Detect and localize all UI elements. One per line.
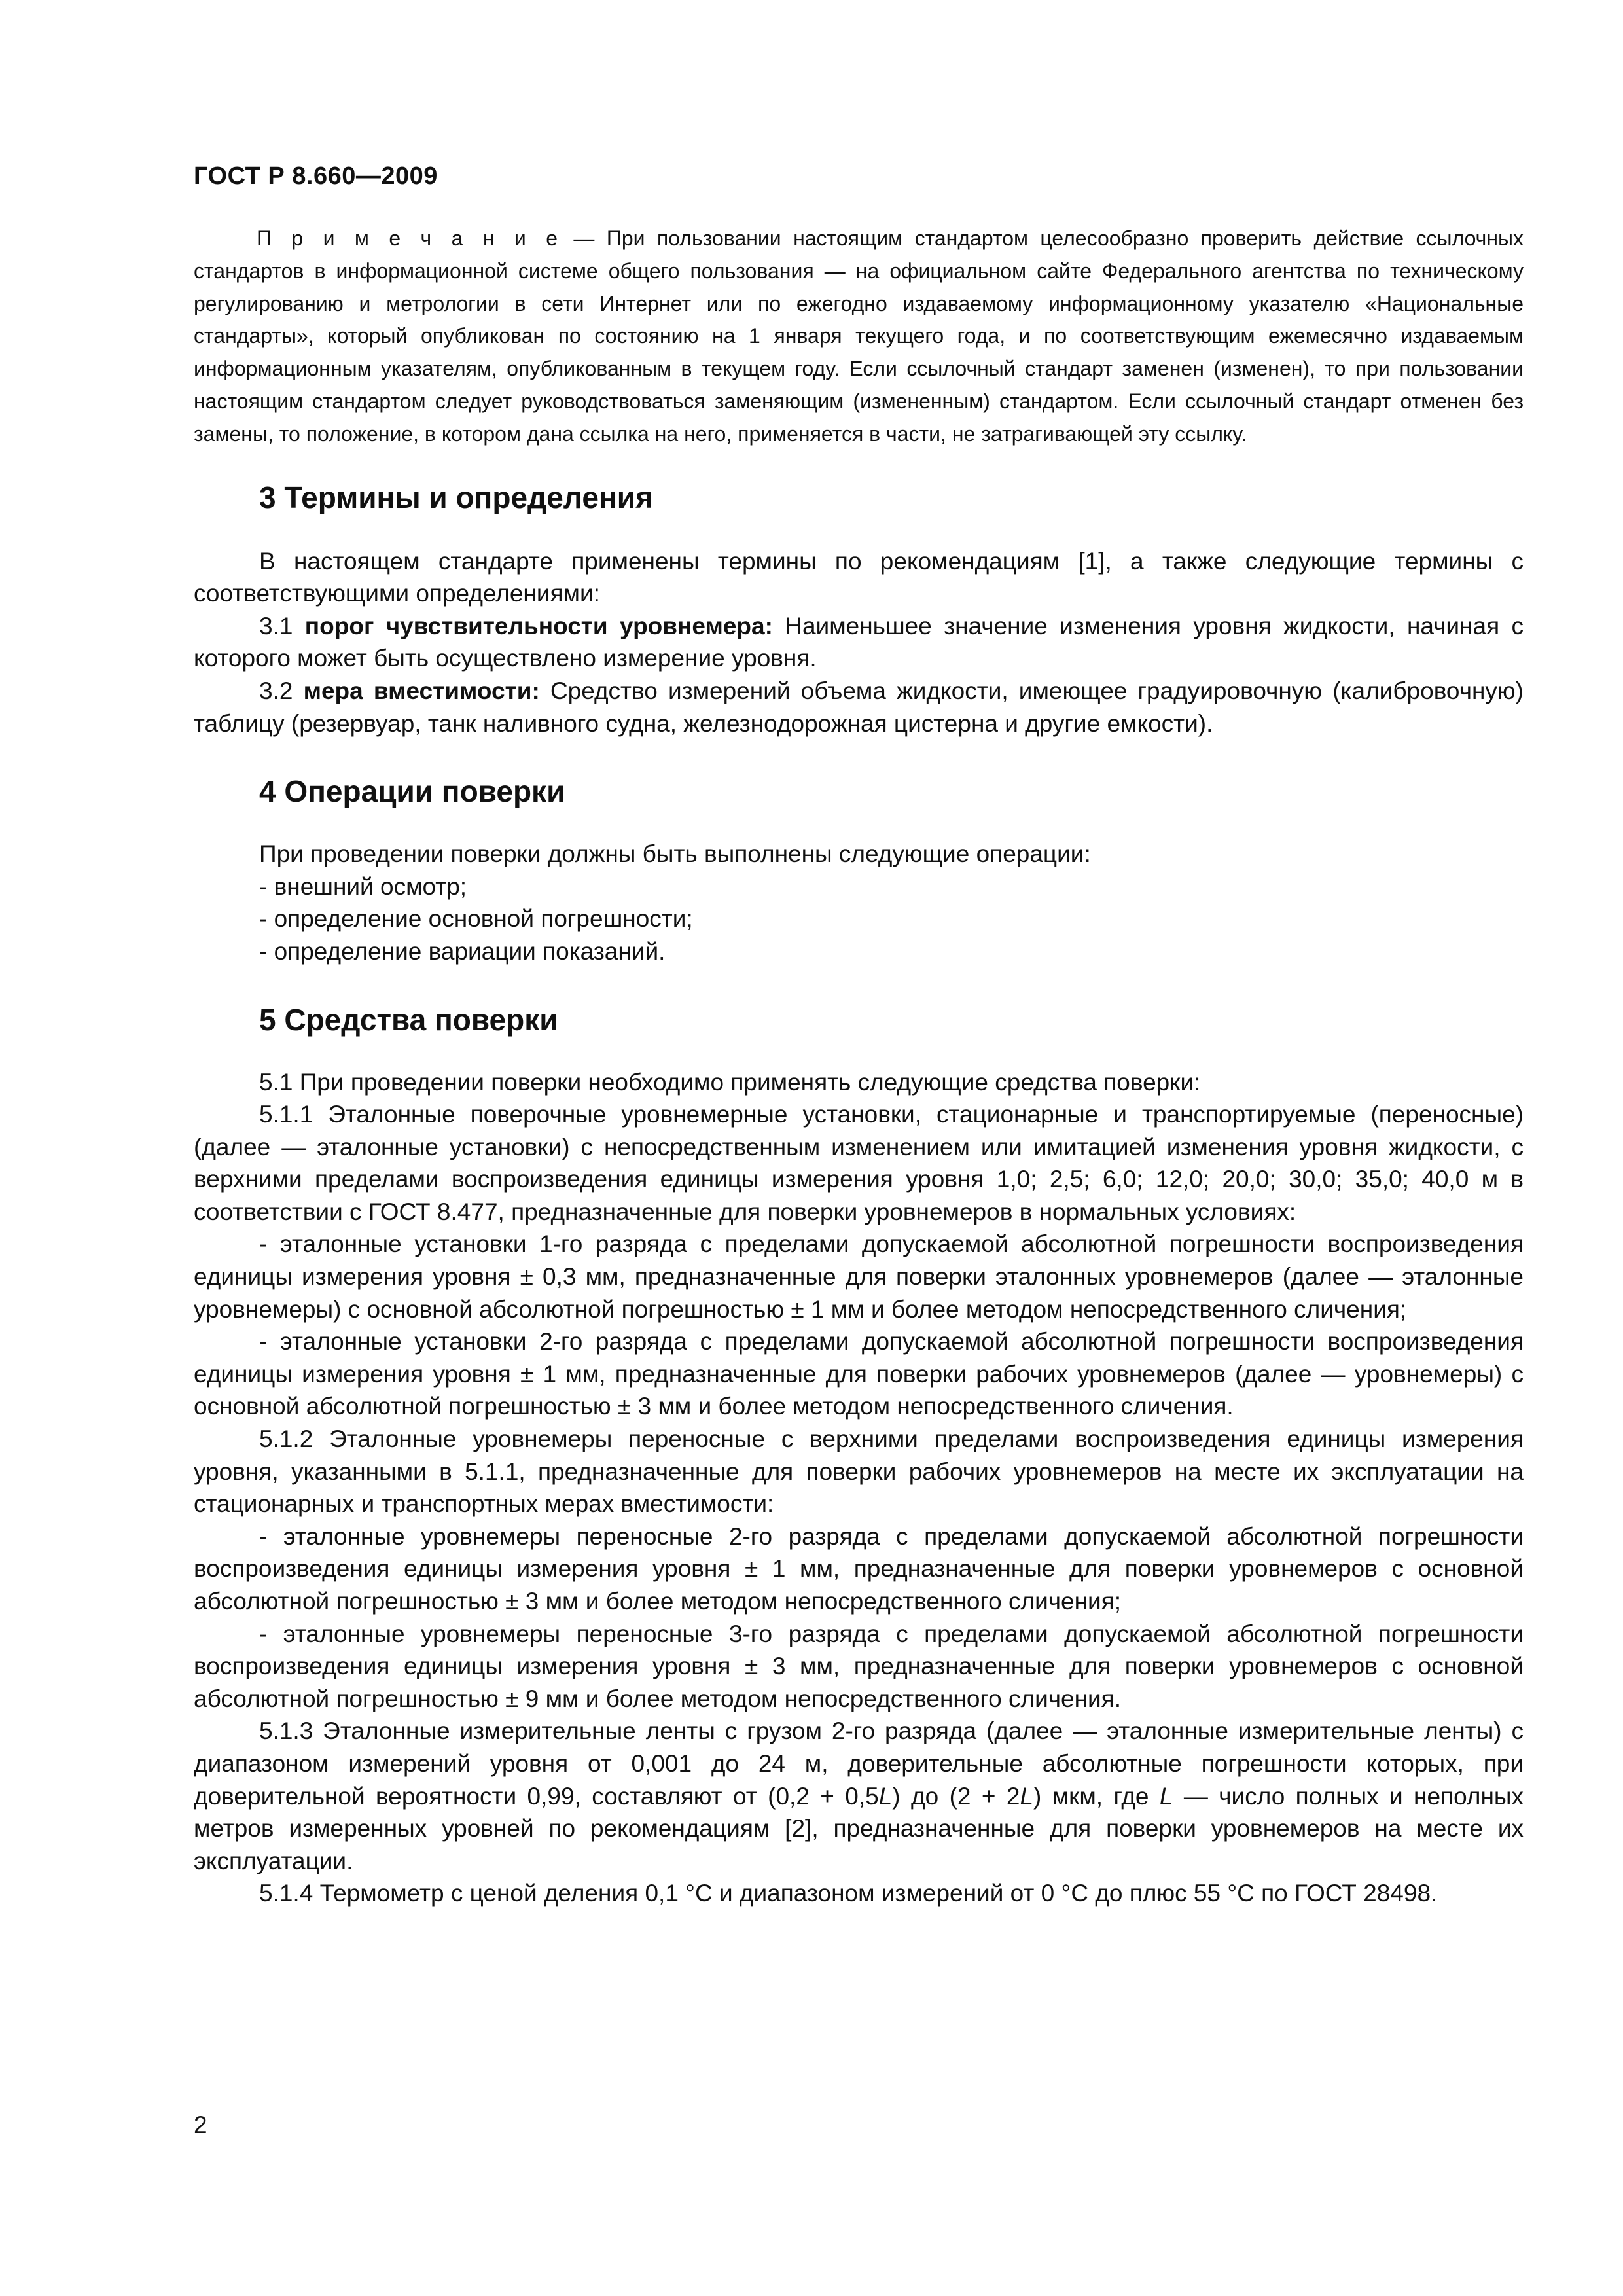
term-3-1 xyxy=(194,610,1524,675)
paragraph-5-1-1: 5.1.1 Эталонные поверочные уровнемерные установки, стационарные и транспортируемые (переносные) (далее — эталонные установки) с непосредственным изменением или имитацией изменения уровня жидкости, с верхними пределами воспроизведения единицы измерения уровня 1,0; 2,5; 6,0; 12,0; 20,0; 30,0; 35,0; 40,0 м в соответствии с ГОСТ 8.477, предназначенные для поверки уровнемеров в нормальных условиях: xyxy=(194,1101,1524,1225)
list-item: - эталонные уровнемеры переносные 3-го разряда с пределами допускаемой абсолютной погрешности воспроизведения единицы измерения уровня ± 3 мм, предназначенные для поверки уровнемеров с основной абсолютной погрешностью ± 9 мм и более методом непосредственного сличения. xyxy=(194,1620,1524,1712)
document-header: ГОСТ Р 8.660—2009 xyxy=(194,162,438,190)
section-4-title: 4 Операции поверки xyxy=(259,774,565,809)
page-number: 2 xyxy=(194,2111,207,2138)
list-item: - эталонные установки 2-го разряда с пределами допускаемой абсолютной погрешности воспроизведения единицы измерения уровня ± 1 мм, предназначенные для поверки рабочих уровнемеров (далее — уровнемеры) с основной абсолютной погрешностью ± 3 мм и более методом непосредственного сличения. xyxy=(194,1328,1524,1420)
section-3-intro: В настоящем стандарте применены термины по рекомендациям [1], а также следующие термины с соответствующими определениями: xyxy=(194,547,1524,607)
paragraph-5-1: 5.1 При проведении поверки необходимо применять следующие средства поверки: xyxy=(259,1068,1201,1096)
term-3-1-definition: Наименьшее значение изменения уровня жидкости, начиная с которого может быть осуществлено измерение уровня. xyxy=(194,612,1524,672)
note-text: — При пользовании настоящим стандартом целесообразно проверить действие ссылочных стандартов в информационной системе общего пользования — на официальном сайте Федерального агентства по техническому регулированию и метрологии в сети Интернет или по ежегодно издаваемому информационному указателю «Национальные стандарты», который опубликован по состоянию на 1 января текущего года, и по соответствующим ежемесячно издаваемым информационным указателям, опубликованным в текущем году. Если ссылочный стандарт заменен (изменен), то при пользовании настоящим стандартом следует руководствоваться заменяющим (измененным) стандартом. Если ссылочный стандарт отменен без замены, то положение, в котором дана ссылка на него, применяется в части, не затрагивающей эту ссылку. xyxy=(194,226,1524,446)
term-3-1-term: порог чувствительности уровнемера: xyxy=(304,612,773,639)
paragraph-5-1-3-part: — число полных и неполных метров измеренных уровней по рекомендациям [2], предназначенные для поверки уровнемеров на месте их эксплуатации. xyxy=(194,1782,1524,1874)
term-3-2 xyxy=(194,675,1524,740)
list-item: - определение основной погрешности; xyxy=(259,905,693,933)
section-4-body xyxy=(194,838,1524,967)
page-content xyxy=(194,223,1524,1910)
term-3-1-number: 3.1 xyxy=(259,612,305,639)
paragraph-5-1-2: 5.1.2 Эталонные уровнемеры переносные с верхними пределами воспроизведения единицы измерения уровня, указанными в 5.1.1, предназначенные для поверки рабочих уровнемеров на месте их эксплуатации на стационарных и транспортных мерах вместимости: xyxy=(194,1426,1524,1518)
variable-l: L xyxy=(878,1782,893,1810)
variable-l: L xyxy=(1020,1782,1034,1810)
paragraph-5-1-3 xyxy=(194,1715,1524,1877)
paragraph-5-1-3-part: ) до (2 + 2 xyxy=(892,1782,1020,1810)
list-item: - определение вариации показаний. xyxy=(259,937,666,965)
paragraph-5-1-3-part: 5.1.3 Эталонные измерительные ленты с грузом 2-го разряда (далее — эталонные измерительные ленты) с диапазоном измерений уровня от 0,001 до 24 м, доверительные абсолютные погрешности которых, при доверительной вероятности 0,99, составляют от (0,2 + 0,5 xyxy=(194,1717,1524,1810)
list-item: - эталонные уровнемеры переносные 2-го разряда с пределами допускаемой абсолютной погрешности воспроизведения единицы измерения уровня ± 1 мм, предназначенные для поверки уровнемеров с основной абсолютной погрешностью ± 3 мм и более методом непосредственного сличения; xyxy=(194,1522,1524,1615)
variable-l: L xyxy=(1159,1782,1173,1810)
note-label: П р и м е ч а н и е xyxy=(257,226,562,250)
section-5-body xyxy=(194,1066,1524,1910)
term-3-2-term: мера вместимости: xyxy=(303,677,540,704)
section-3-body xyxy=(194,545,1524,740)
list-item: - внешний осмотр; xyxy=(259,872,467,900)
section-5-title: 5 Средства поверки xyxy=(259,1002,558,1037)
term-3-2-definition: Средство измерений объема жидкости, имеющее градуировочную (калибровочную) таблицу (резервуар, танк наливного судна, железнодорожная цистерна и другие емкости). xyxy=(194,677,1524,737)
paragraph-5-1-3-part: ) мкм, где xyxy=(1033,1782,1160,1810)
section-3-title: 3 Термины и определения xyxy=(259,480,653,514)
note-paragraph xyxy=(194,223,1524,451)
term-3-2-number: 3.2 xyxy=(259,677,304,704)
section-4-intro: При проведении поверки должны быть выполнены следующие операции: xyxy=(259,840,1091,868)
list-item: - эталонные установки 1-го разряда с пределами допускаемой абсолютной погрешности воспроизведения единицы измерения уровня ± 0,3 мм, предназначенные для поверки эталонных уровнемеров (далее — эталонные уровнемеры) с основной абсолютной погрешностью ± 1 мм и более методом непосредственного сличения; xyxy=(194,1230,1524,1323)
paragraph-5-1-4: 5.1.4 Термометр с ценой деления 0,1 °С и диапазоном измерений от 0 °С до плюс 55 °С по ГОСТ 28498. xyxy=(259,1880,1438,1907)
